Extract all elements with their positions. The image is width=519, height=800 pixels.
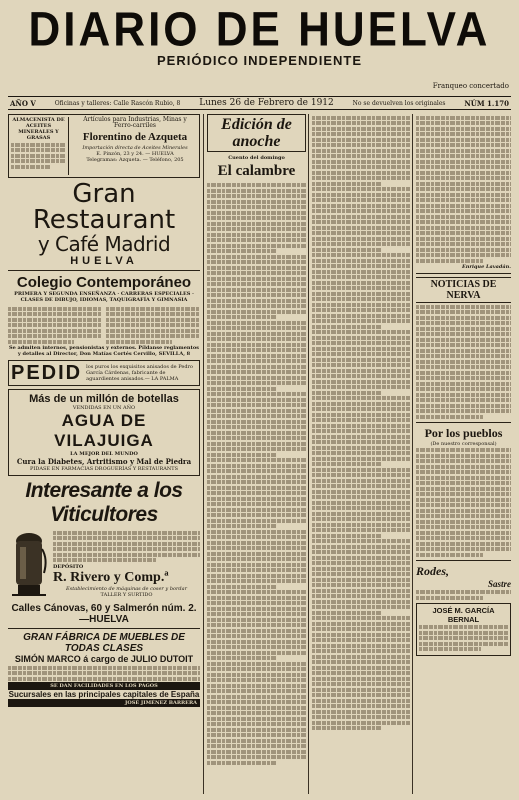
rivero-label: DEPÓSITO [53, 564, 84, 570]
nerva-heading: NOTICIAS DE NERVA [416, 277, 511, 303]
issue-date: Lunes 26 de Febrero de 1912 [199, 98, 334, 108]
colegio-subtitle: PRIMERA Y SEGUNDA ENSEÑANZA · CARRERAS ESPECIALES · CLASES DE DIBUJO, IDIOMAS, TAQUIGRAFÍA Y GIMNASIA [14, 291, 194, 303]
pedid-title: PEDID [11, 361, 83, 384]
restaurant-line-2: y Café Madrid [37, 232, 171, 256]
rivero-talleres: TALLER Y SURTIDO [100, 592, 153, 598]
sprayer-illustration [8, 529, 50, 601]
pueblos-sub: (De nuestro corresponsal) [430, 440, 497, 447]
azqueta-top: Artículos para Industrias, Minas y Ferro-carriles [83, 116, 187, 129]
azqueta-ad [8, 114, 200, 178]
pedid-ad [8, 360, 200, 386]
restaurant-city: HUELVA [70, 255, 138, 267]
azqueta-address: E. Pinzón, 23 y 24. — HUELVA [96, 151, 174, 157]
masthead [8, 2, 511, 74]
azqueta-title: Florentino de Azqueta [82, 131, 188, 143]
news-column [412, 114, 511, 794]
vilajuiga-line-4: LA MEJOR DEL MUNDO [70, 451, 138, 457]
vilajuiga-line-5: Cura la Diabetes, Artritismo y Mal de Piedra [16, 457, 192, 466]
garcia-name: JOSÉ M. GARCÍA BERNAL [432, 605, 495, 624]
colegio-ad [8, 274, 200, 357]
simon-line: SIMÓN MARCO á cargo de JULIO DUTOIT [14, 654, 194, 664]
azqueta-sub: Importación directa de Aceites Minerales [82, 145, 188, 151]
sastre-label: Sastre [487, 578, 511, 589]
restaurant-line-1: Gran Restaurant [32, 179, 176, 235]
dateline [8, 96, 511, 110]
rivero-name: R. Rivero y Comp.ª [53, 570, 169, 585]
facilidades-bar: SE DAN FACILIDADES EN LOS PAGOS [8, 682, 200, 690]
rivero-sub: Establecimiento de máquinas de coser y bordar [66, 586, 187, 592]
originals-note: No se devuelven los originales [352, 99, 446, 107]
sucursales-line: Sucursales en las principales capitales de España [8, 690, 200, 699]
story-column [203, 114, 306, 794]
story-continued-column [308, 114, 410, 794]
subscription-note: Franqueo concertado [432, 82, 509, 90]
azqueta-telegram: Telegramas: Azqueta. — Teléfono, 205 [86, 157, 184, 163]
vilajuiga-line-1: Más de un millón de botellas [29, 393, 179, 405]
azqueta-left-text: ALMACENISTA DE ACEITES MINERALES Y GRASAS [12, 117, 65, 141]
office-address: Oficinas y talleres: Calle Rascón Rubio, 8 [54, 99, 181, 107]
newspaper-subtitle: PERIÓDICO INDEPENDIENTE [156, 53, 363, 68]
canovas-line: Calles Cánovas, 60 y Salmerón núm. 2.—HUELVA [11, 603, 197, 625]
pedid-text: los puros los exquisitos anisados de Pedro García Cárdenas, fabricante de aguardientes anisados.— LA PALMA [86, 364, 193, 382]
vilajuiga-ad [8, 389, 200, 476]
pueblos-heading: Por los pueblos [424, 425, 503, 440]
cuento-label: Cuento del domingo [228, 155, 285, 161]
edition-heading: Edición de anoche [207, 114, 306, 152]
advertisements-column [8, 114, 200, 794]
vilajuiga-title: AGUA DE VILAJUIGA [54, 411, 154, 450]
restaurant-ad [8, 181, 200, 267]
issue-number: NÚM 1.170 [464, 98, 509, 108]
vilajuiga-line-2: VENDIDAS EN UN AÑO [72, 405, 136, 411]
rivero-ad [8, 529, 200, 601]
viticultores-title: Interesante a los Viticultores [25, 479, 183, 526]
jimenez-bar: JOSÉ JIMÉNEZ BARRERA [8, 699, 200, 707]
rodes-name: Rodes, [416, 563, 449, 578]
story-signature: Enrique Lavadán. [461, 264, 511, 270]
colegio-title: Colegio Contemporáneo [16, 274, 192, 291]
newspaper-title: DIARIO DE HUELVA [28, 2, 491, 57]
muebles-title: GRAN FÁBRICA DE MUEBLES DE TODAS CLASES [23, 632, 185, 654]
story-continued-body [312, 116, 410, 731]
story-body [207, 183, 306, 765]
garcia-ad [416, 603, 511, 656]
colegio-footer: Se admiten internos, pensionistas y externos. Píldanse reglamentos y detalles al Director, Don Matías Cortés Cervillo, SEVILLA, 8 [9, 345, 199, 357]
year: AÑO V [10, 98, 36, 108]
story-title: El calambre [217, 163, 296, 179]
vilajuiga-line-6: PIDASE EN FARMACIAS DROGUERÍAS Y RESTAURANTS [29, 466, 179, 472]
